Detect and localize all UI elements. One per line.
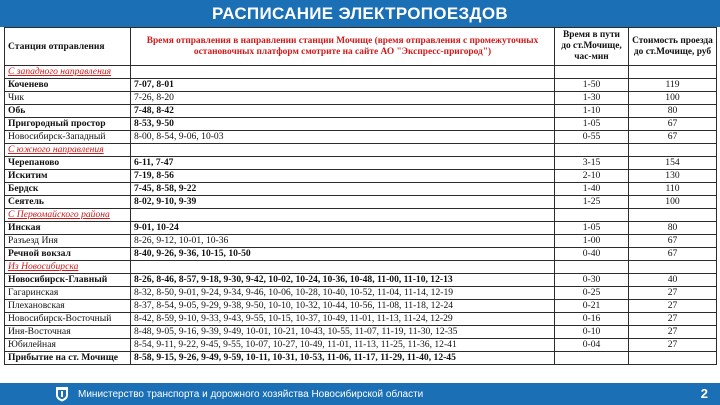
travel-time-cell: 1-50 (555, 79, 629, 92)
station-cell: Плехановская (5, 300, 131, 313)
fare-cell: 40 (629, 274, 717, 287)
departure-times-cell: 8-40, 9-26, 9-36, 10-15, 10-50 (131, 248, 555, 261)
empty-cell (629, 209, 717, 222)
fare-cell: 67 (629, 118, 717, 131)
table-row (5, 92, 717, 105)
station-cell: Прибытие на ст. Мочище (5, 352, 131, 365)
station-cell: Иня-Восточная (5, 326, 131, 339)
departure-times-cell: 8-53, 9-50 (131, 118, 555, 131)
departure-times-cell: 8-32, 8-50, 9-01, 9-24, 9-34, 9-46, 10-06, 10-28, 10-40, 10-52, 11-04, 11-14, 12-19 (131, 287, 555, 300)
fare-cell: 80 (629, 222, 717, 235)
empty-cell (555, 209, 629, 222)
table-row (5, 300, 717, 313)
table-row (5, 196, 717, 209)
section-row (5, 261, 717, 274)
table-row (5, 313, 717, 326)
table-row (5, 248, 717, 261)
station-cell: Черепаново (5, 157, 131, 170)
travel-time-cell: 0-25 (555, 287, 629, 300)
table-row (5, 326, 717, 339)
empty-cell (131, 66, 555, 79)
travel-time-cell: 0-30 (555, 274, 629, 287)
departure-times-cell: 8-00, 8-54, 9-06, 10-03 (131, 131, 555, 144)
travel-time-cell: 1-30 (555, 92, 629, 105)
station-cell: Коченево (5, 79, 131, 92)
departure-times-cell: 8-02, 9-10, 9-39 (131, 196, 555, 209)
fare-cell: 100 (629, 196, 717, 209)
section-label: С западного направления (5, 66, 131, 79)
travel-time-cell: 1-05 (555, 222, 629, 235)
section-label: С южного направления (5, 144, 131, 157)
station-cell: Пригородный простор (5, 118, 131, 131)
fare-cell: 27 (629, 300, 717, 313)
station-cell: Гагаринская (5, 287, 131, 300)
travel-time-cell: 1-25 (555, 196, 629, 209)
station-cell: Чик (5, 92, 131, 105)
travel-time-cell: 0-21 (555, 300, 629, 313)
departure-times-cell: 8-37, 8-54, 9-05, 9-29, 9-38, 9-50, 10-10, 10-32, 10-44, 10-56, 11-08, 11-18, 12-24 (131, 300, 555, 313)
fare-cell: 119 (629, 79, 717, 92)
empty-cell (629, 144, 717, 157)
empty-cell (555, 261, 629, 274)
coat-of-arms-icon (54, 386, 70, 402)
empty-cell (131, 209, 555, 222)
fare-cell: 27 (629, 326, 717, 339)
departure-times-cell: 7-45, 8-58, 9-22 (131, 183, 555, 196)
travel-time-cell: 0-04 (555, 339, 629, 352)
table-row (5, 352, 717, 365)
departure-times-cell: 7-07, 8-01 (131, 79, 555, 92)
travel-time-cell: 2-10 (555, 170, 629, 183)
column-header-station: Станция отправления (5, 28, 131, 66)
section-row (5, 66, 717, 79)
table-header-row (5, 28, 717, 66)
departure-times-cell: 7-48, 8-42 (131, 105, 555, 118)
station-cell: Бердск (5, 183, 131, 196)
table-row (5, 79, 717, 92)
departure-times-cell: 7-26, 8-20 (131, 92, 555, 105)
column-header-cost: Стоимость проезда до ст.Мочище, руб (629, 28, 717, 66)
travel-time-cell: 1-40 (555, 183, 629, 196)
station-cell: Юбилейная (5, 339, 131, 352)
fare-cell: 110 (629, 183, 717, 196)
schedule-table (4, 27, 717, 365)
table-row (5, 118, 717, 131)
departure-times-cell: 8-58, 9-15, 9-26, 9-49, 9-59, 10-11, 10-31, 10-53, 11-06, 11-17, 11-29, 11-40, 12-45 (131, 352, 555, 365)
travel-time-cell: 1-10 (555, 105, 629, 118)
departure-times-cell: 8-42, 8-59, 9-10, 9-33, 9-43, 9-55, 10-15, 10-37, 10-49, 11-01, 11-13, 11-24, 12-29 (131, 313, 555, 326)
departure-times-cell: 8-26, 9-12, 10-01, 10-36 (131, 235, 555, 248)
table-row (5, 157, 717, 170)
footer-bar (0, 383, 720, 405)
travel-time-cell: 1-00 (555, 235, 629, 248)
station-cell: Обь (5, 105, 131, 118)
travel-time-cell: 3-15 (555, 157, 629, 170)
page-number: 2 (700, 386, 708, 401)
station-cell: Новосибирск-Восточный (5, 313, 131, 326)
table-row (5, 170, 717, 183)
departure-times-cell: 8-26, 8-46, 8-57, 9-18, 9-30, 9-42, 10-02, 10-24, 10-36, 10-48, 11-00, 11-10, 12-13 (131, 274, 555, 287)
empty-cell (555, 144, 629, 157)
header-bar (0, 0, 720, 27)
fare-cell: 80 (629, 105, 717, 118)
departure-times-cell: 7-19, 8-56 (131, 170, 555, 183)
station-cell: Новосибирск-Западный (5, 131, 131, 144)
footer-ministry-text: Министерство транспорта и дорожного хозяйства Новосибирской области (78, 388, 424, 400)
section-row (5, 209, 717, 222)
departure-times-cell: 6-11, 7-47 (131, 157, 555, 170)
empty-cell (629, 66, 717, 79)
travel-time-cell: 0-40 (555, 248, 629, 261)
fare-cell: 130 (629, 170, 717, 183)
table-row (5, 183, 717, 196)
travel-time-cell: 0-55 (555, 131, 629, 144)
table-row (5, 287, 717, 300)
column-header-times: Время отправления в направлении станции Мочище (время отправления с промежуточных остановочных платформ смотрите на сайте АО "Экспресс-пригород") (131, 28, 555, 66)
empty-cell (555, 66, 629, 79)
table-row (5, 339, 717, 352)
station-cell: Инская (5, 222, 131, 235)
station-cell: Сеятель (5, 196, 131, 209)
table-row (5, 274, 717, 287)
travel-time-cell: 0-16 (555, 313, 629, 326)
fare-cell: 154 (629, 157, 717, 170)
table-row (5, 222, 717, 235)
station-cell: Искитим (5, 170, 131, 183)
section-label: С Первомайского района (5, 209, 131, 222)
page-title: РАСПИСАНИЕ ЭЛЕКТРОПОЕЗДОВ (212, 3, 508, 23)
departure-times-cell: 8-48, 9-05, 9-16, 9-39, 9-49, 10-01, 10-21, 10-43, 10-55, 11-07, 11-19, 11-30, 12-35 (131, 326, 555, 339)
table-body (5, 66, 717, 365)
empty-cell (131, 261, 555, 274)
travel-time-cell: 1-05 (555, 118, 629, 131)
empty-cell (629, 261, 717, 274)
fare-cell: 67 (629, 248, 717, 261)
travel-time-cell: 0-10 (555, 326, 629, 339)
station-cell: Разъезд Иня (5, 235, 131, 248)
fare-cell: 100 (629, 92, 717, 105)
table-row (5, 105, 717, 118)
fare-cell: 67 (629, 131, 717, 144)
table-row (5, 131, 717, 144)
departure-times-cell: 8-54, 9-11, 9-22, 9-45, 9-55, 10-07, 10-27, 10-49, 11-01, 11-13, 11-25, 11-36, 12-41 (131, 339, 555, 352)
section-row (5, 144, 717, 157)
station-cell: Речной вокзал (5, 248, 131, 261)
fare-cell (629, 352, 717, 365)
departure-times-cell: 9-01, 10-24 (131, 222, 555, 235)
empty-cell (131, 144, 555, 157)
fare-cell: 27 (629, 313, 717, 326)
table-row (5, 235, 717, 248)
fare-cell: 27 (629, 287, 717, 300)
section-label: Из Новосибирска (5, 261, 131, 274)
travel-time-cell (555, 352, 629, 365)
column-header-duration: Время в пути до ст.Мочище, час-мин (555, 28, 629, 66)
fare-cell: 27 (629, 339, 717, 352)
station-cell: Новосибирск-Главный (5, 274, 131, 287)
fare-cell: 67 (629, 235, 717, 248)
